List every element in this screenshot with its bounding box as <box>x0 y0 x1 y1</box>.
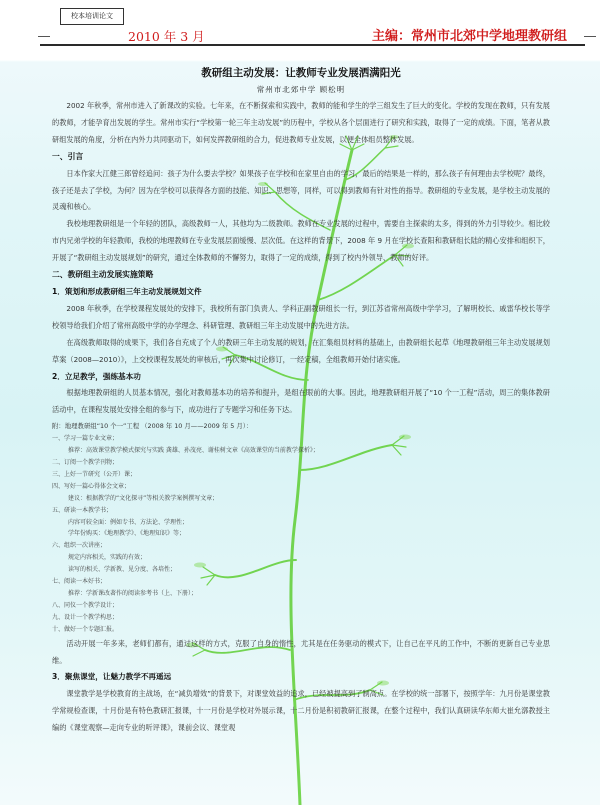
intro-paragraph: 2002 年秋季，常州市进入了新课改的实验。七年来，在不断探索和实践中，教师的能和学生的学三组发生了巨大的变化。学校的发现在教师，只有发展的教师，才能孕育出发展的学生。常州市实行“学校第一轮三年主动发展”的历程中，学校从各个层面进行了研究和实践，取得了一定的成绩。下面，笔者从教研组发展的角度，分析在内外力共同驱动下，如何发挥教研组的合力，促进教师专业发展，以便全体组员整体发展。 <box>52 101 550 144</box>
section-2-1-paragraph-1: 2008 年秋季，在学校课程发展处的安排下，我校所有部门负责人、学科正副教研组长一行，到江苏省常州高级中学学习，了解明校长、戚雷华校长等学校领导给我们介绍了常州高级中学的办学理念、科研管理、教研组三年主动发展中的先进方法。 <box>52 303 550 330</box>
section-2-1-paragraph-2: 在高级教师取得的成果下，我们各自充成了个人的教研三年主动发展的规划，在汇集组员材料的基础上，由教研组长起草《地理教研组三年主动发展规划草案（2008—2010）》，上交校课程发展处的审核后，再次集中讨论修订，一经定稿，全组教师开始付诸实施。 <box>52 337 550 364</box>
plan-item: 内容可较全面：例如专书、方法论、学理性； <box>68 518 189 526</box>
plan-item: 推荐：高效课堂教学模式探究与实践 龚雄、孙茂亮、谢桂树文章《高效课堂的当前教学探析》； <box>68 447 319 455</box>
plan-list <box>52 433 550 635</box>
header-dash-left <box>38 36 50 37</box>
section-2-2-heading: 2．立足教学，强练基本功 <box>52 371 141 381</box>
section-1-heading: 一、引言 <box>52 151 84 161</box>
section-2-3-paragraph-1: 课堂教学是学校教育的主战场，在“减负增效”的背景下，对课堂效益的追求，已经被提高到了制高点。在学校的统一部署下，按照学年：九月份是课堂教学常规检查课，十月份是有特色教研汇报课，十一月份是学校对外展示课，十二月份是积初教研汇报课，在整个过程中，我们认真研读华东师大崔允漷教授主编的《课堂观察—走向专业的听评课》，课前会议、课堂观 <box>52 689 550 733</box>
plan-item: 九、设计一个教学构思； <box>52 613 119 621</box>
plan-item: 三、上好一节研究（公开）课； <box>52 470 137 478</box>
plan-item: 七、阅读一本好书； <box>52 578 107 586</box>
plan-item: 一、学习一篇专业文章； <box>52 435 119 443</box>
plan-item: 规定内容相关，实践的有效； <box>68 554 147 562</box>
article-body <box>52 64 550 737</box>
plan-item: 推荐：学新课改著作的阅读参考书（上、下册）； <box>68 590 198 597</box>
plan-item: 学年份购买：《地理教学》、《地理知识》等； <box>68 530 186 538</box>
plan-title: 附：地理教研组“10 个一”工程 （2008 年 10 月——2009 年 5 月）： <box>52 422 253 431</box>
section-2-3-heading: 3．聚焦课堂，让魅力教学不再遥远 <box>52 672 172 682</box>
plan-item: 六、组织一次讲座； <box>52 542 107 550</box>
plan-item: 八、同仪一个教学设计； <box>52 601 119 609</box>
section-1-paragraph-1: 日本作家大江健三郎曾经追问：孩子为什么要去学校？如果孩子在学校和在家里自由的学习，最后的结果是一样的，那么孩子有何理由去学校呢？最终，孩子还是去了学校，为何？因为在学校可以获得各方面的技能、知识、思想等，同样，可以得到教师有针对性的指导。教研组的专业发展，是学校主动发展的灵魂和核心。 <box>52 168 550 212</box>
paper-type-stamp: 校本培训论文 <box>60 8 124 25</box>
article-title: 教研组主动发展：让教师专业发展洒满阳光 <box>201 67 401 79</box>
plan-item: 十、做好一个专题汇报。 <box>52 625 119 633</box>
plan-item: 四、写好一篇心得体会文章； <box>52 482 131 490</box>
issue-date: 2010 年 3 月 <box>128 29 205 44</box>
header-rule <box>40 44 585 46</box>
plan-item: 二、订阅一个教学刊物； <box>52 459 119 467</box>
plan-item: 建议：根据教学的“文化探寻”等相关教学案例撰写文章； <box>68 494 219 502</box>
section-2-1-heading: 1．策划和形成教研组三年主动发展规划文件 <box>52 286 202 296</box>
article-author: 常州市北郊中学 顾松明 <box>256 85 346 94</box>
section-2-heading: 二、教研组主动发展实施策略 <box>52 270 154 280</box>
section-2-2-paragraph-2: 活动开展一年多来，老师们都有，通过这样的方式，克服了自身的惰性，尤其是在任务驱动的模式下，让自己在平凡的工作中，不断的更新自己专业思维。 <box>52 638 550 665</box>
section-2-2-paragraph-1: 根据地理教研组的人员基本情况，强化对教师基本功的培养和提升，是组在眼前的大事。因此，地理教研组开展了“10 个一工程”活动，周三的集体教研活动中，在课程发展处安排全组的参与下，成功进行了专题学习和任务下达。 <box>52 388 550 415</box>
editor-line: 主编：常州市北郊中学地理教研组 <box>372 29 568 44</box>
header-dash-right <box>584 36 596 37</box>
plan-item: 读写的相关、学新教、见分度、各培性； <box>68 566 177 574</box>
plan-item: 五、研读一本教学书； <box>52 506 113 514</box>
section-1-paragraph-2: 我校地理教研组是一个年轻的团队，高级教师一人，其他均为二级教师。教师在专业发展的过程中，需要自主探索的太多，得到的外力引导较少。相比较市内兄弟学校的年轻教师，我校的地理教师在专业发展层面缓慢、层次低。在这样的背景下，2008 年 9 月在学校长查阳和教研组长陆的精心安排和组织下，开展了“教研组主动发展规划”的研究，通过全体教师的不懈努力，取得了一定的成绩，得到了校内外领导、教师的好评。 <box>52 219 550 263</box>
